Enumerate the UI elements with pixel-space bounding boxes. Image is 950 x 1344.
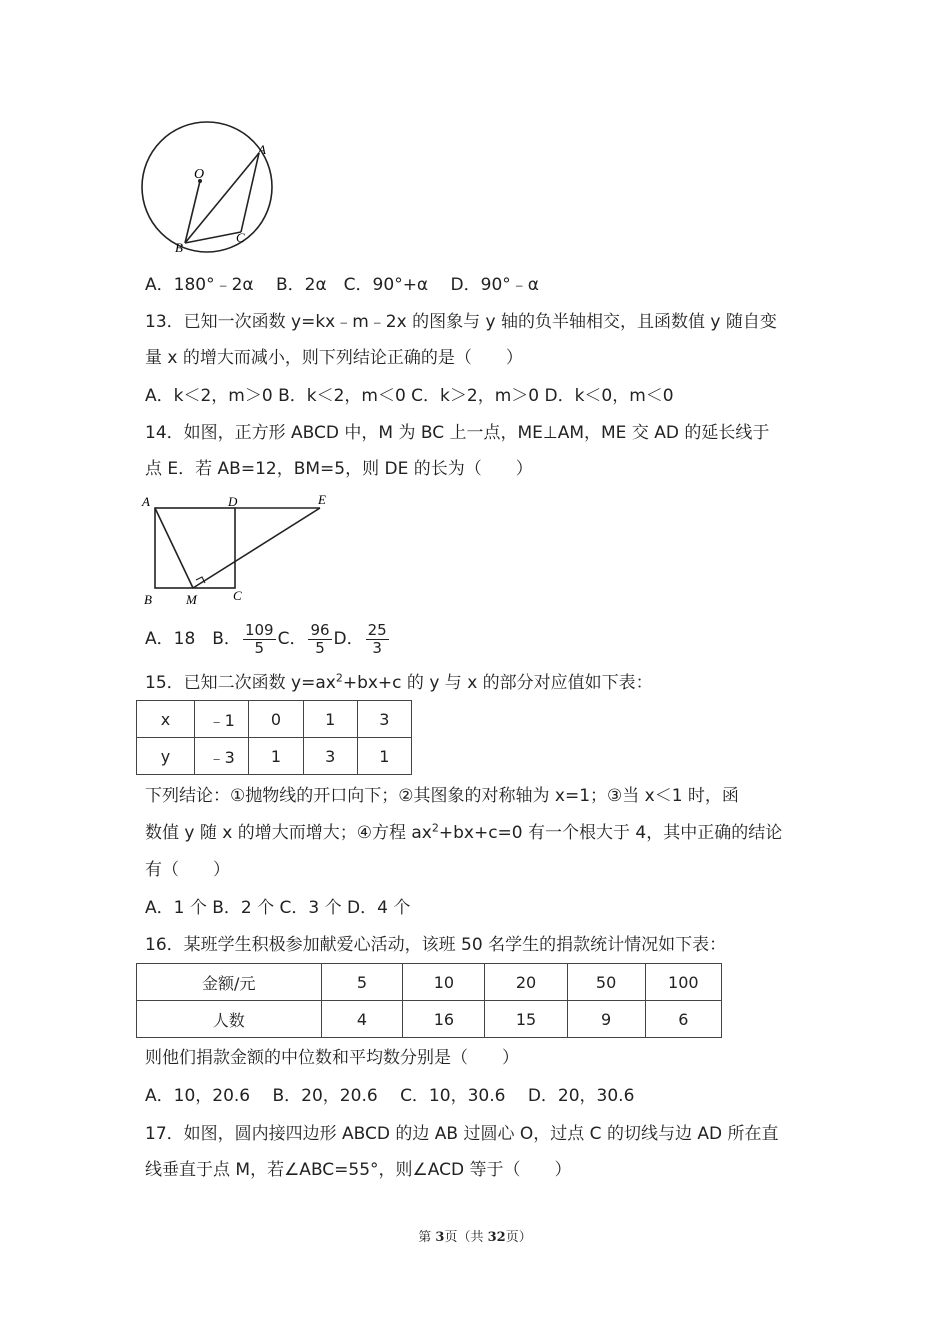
q16-options: A．10，20.6 B．20，20.6 C．10，30.6 D．20，30.6 [145, 1086, 635, 1106]
fraction-c: $\frac{96}{5}$ [310, 620, 330, 657]
q14-line1: 14．如图，正方形 ABCD 中，M 为 BC 上一点，ME⊥AM，ME 交 AD 的延长线于 [145, 423, 770, 443]
label-o: O [194, 167, 205, 182]
q17-line2: 线垂直于点 M，若∠ABC=55°，则∠ACD 等于（ ） [145, 1160, 572, 1180]
q16-question: 则他们捐款金额的中位数和平均数分别是（ ） [145, 1048, 519, 1068]
label-b: B [144, 592, 152, 607]
q14-option-a: A．18 B． [145, 629, 241, 649]
table-row: x ﹣1 0 1 3 [137, 701, 412, 738]
label-c: C [236, 230, 245, 245]
q14-line2: 点 E．若 AB=12，BM=5，则 DE 的长为（ ） [145, 459, 533, 479]
table-row: 人数 4 16 15 9 6 [137, 1001, 722, 1038]
q15-text3: 有（ ） [145, 860, 230, 880]
q15-options: A．1 个 B．2 个 C．3 个 D．4 个 [145, 898, 411, 918]
q13-line1: 13．已知一次函数 y=kx﹣m﹣2x 的图象与 y 轴的负半轴相交，且函数值 y 随自变 [145, 312, 777, 332]
q15-line1: 15．已知二次函数 $y=ax^2+bx+c$ 的 y 与 x 的部分对应值如下表： [145, 671, 653, 693]
q14-option-c: C． [277, 629, 307, 649]
square-figure [138, 488, 338, 610]
label-b: B [175, 240, 183, 255]
q16-line1: 16．某班学生积极参加献爱心活动，该班 50 名学生的捐款统计情况如下表： [145, 935, 727, 955]
q13-line2: 量 x 的增大而减小，则下列结论正确的是（ ） [145, 348, 523, 368]
q13-options: A．k＜2，m＞0 B．k＜2，m＜0 C．k＞2，m＞0 D．k＜0，m＜0 [145, 386, 674, 406]
page-footer: 第 3页（共 32页） [418, 1230, 532, 1245]
table-row: 金额/元 5 10 20 50 100 [137, 964, 722, 1001]
q17-line1: 17．如图，圆内接四边形 ABCD 的边 AB 过圆心 O，过点 C 的切线与边 AD 所在直 [145, 1124, 779, 1144]
donation-table [136, 963, 722, 1038]
q15-text1: 下列结论：①抛物线的开口向下；②其图象的对称轴为 x=1；③当 x＜1 时，函 [145, 786, 739, 806]
table-row: y ﹣3 1 3 1 [137, 738, 412, 775]
label-a: A [142, 494, 150, 509]
circle-figure [138, 118, 288, 258]
q14-options [145, 620, 391, 658]
fraction-b: $\frac{109}{5}$ [244, 620, 274, 657]
q12-options: A．180°﹣2α B．2α C．90°+α D．90°﹣α [145, 275, 539, 295]
fraction-d: $\frac{25}{3}$ [367, 620, 387, 657]
q14-option-d: D． [333, 629, 364, 649]
label-a: A [258, 142, 266, 157]
q15-text2: 数值 y 随 x 的增大而增大；④方程 $ax^2+bx+c=0$ 有一个根大于 4，其中正确的结论 [145, 821, 783, 843]
label-d: D [228, 494, 238, 509]
label-c: C [233, 588, 242, 603]
xy-table [136, 700, 412, 775]
label-e: E [318, 492, 326, 507]
label-m: M [186, 592, 197, 607]
